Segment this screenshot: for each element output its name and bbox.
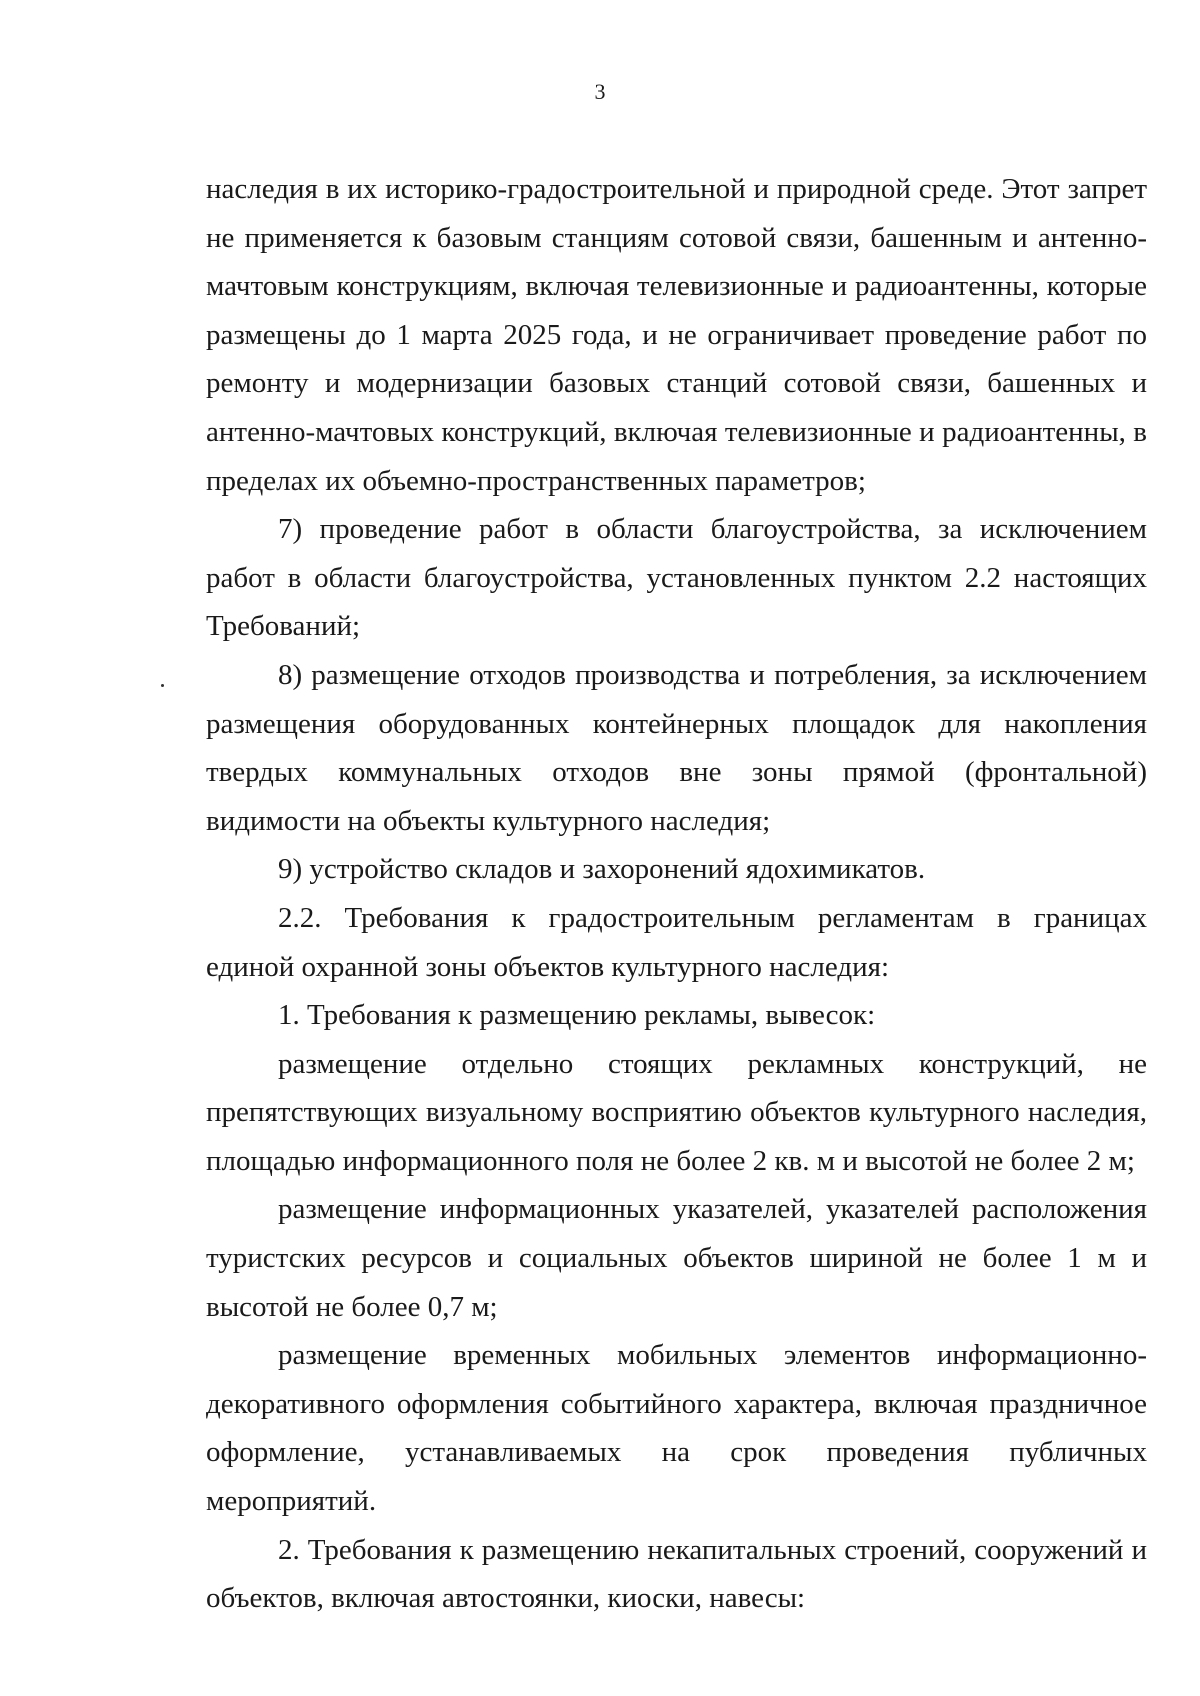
list-item-8: 8) размещение отходов производства и потребления, за исключением размещения оборудованных контейнерных площадок для накопления твердых коммунальных отходов вне зоны прямой (фронтальной) видимости на объекты культурного наследия; [206, 658, 1147, 837]
scan-artifact [161, 684, 164, 687]
page-number: 3 [594, 79, 606, 104]
section-2-2-heading: 2.2. Требования к градостроительным регламентам в границах единой охранной зоны объектов культурного наследия: [206, 901, 1147, 983]
list-item-9: 9) устройство складов и захоронений ядохимикатов. [278, 853, 926, 886]
requirement-1-heading: 1. Требования к размещению рекламы, вывесок: [278, 999, 876, 1032]
requirement-information-signs: размещение информационных указателей, указателей расположения туристских ресурсов и социальных объектов шириной не более 1 м и высотой не более 0,7 м; [206, 1193, 1147, 1323]
list-item-7: 7) проведение работ в области благоустройства, за исключением работ в области благоустройства, установленных пунктом 2.2 настоящих Требований; [206, 513, 1147, 643]
paragraph-continuation: наследия в их историко-градостроительной и природной среде. Этот запрет не применяется к базовым станциям сотовой связи, башенным и антенно-мачтовым конструкциям, включая телевизионные и радиоантенны, которые размещены до 1 марта 2025 года, и не ограничивает проведение работ по ремонту и модернизации базовых станций сотовой связи, башенных и антенно-мачтовых конструкций, включая телевизионные и радиоантенны, в пределах их объемно-пространственных параметров; [206, 173, 1147, 497]
document-body [206, 165, 1147, 1623]
requirement-advertising-structures: размещение отдельно стоящих рекламных конструкций, не препятствующих визуальному восприятию объектов культурного наследия, площадью информационного поля не более 2 кв. м и высотой не более 2 м; [206, 1047, 1147, 1177]
requirement-temporary-decor: размещение временных мобильных элементов информационно-декоративного оформления событийного характера, включая праздничное оформление, устанавливаемых на срок проведения публичных мероприятий. [206, 1339, 1147, 1518]
requirement-2-heading: 2. Требования к размещению некапитальных строений, сооружений и объектов, включая автостоянки, киоски, навесы: [206, 1533, 1147, 1615]
